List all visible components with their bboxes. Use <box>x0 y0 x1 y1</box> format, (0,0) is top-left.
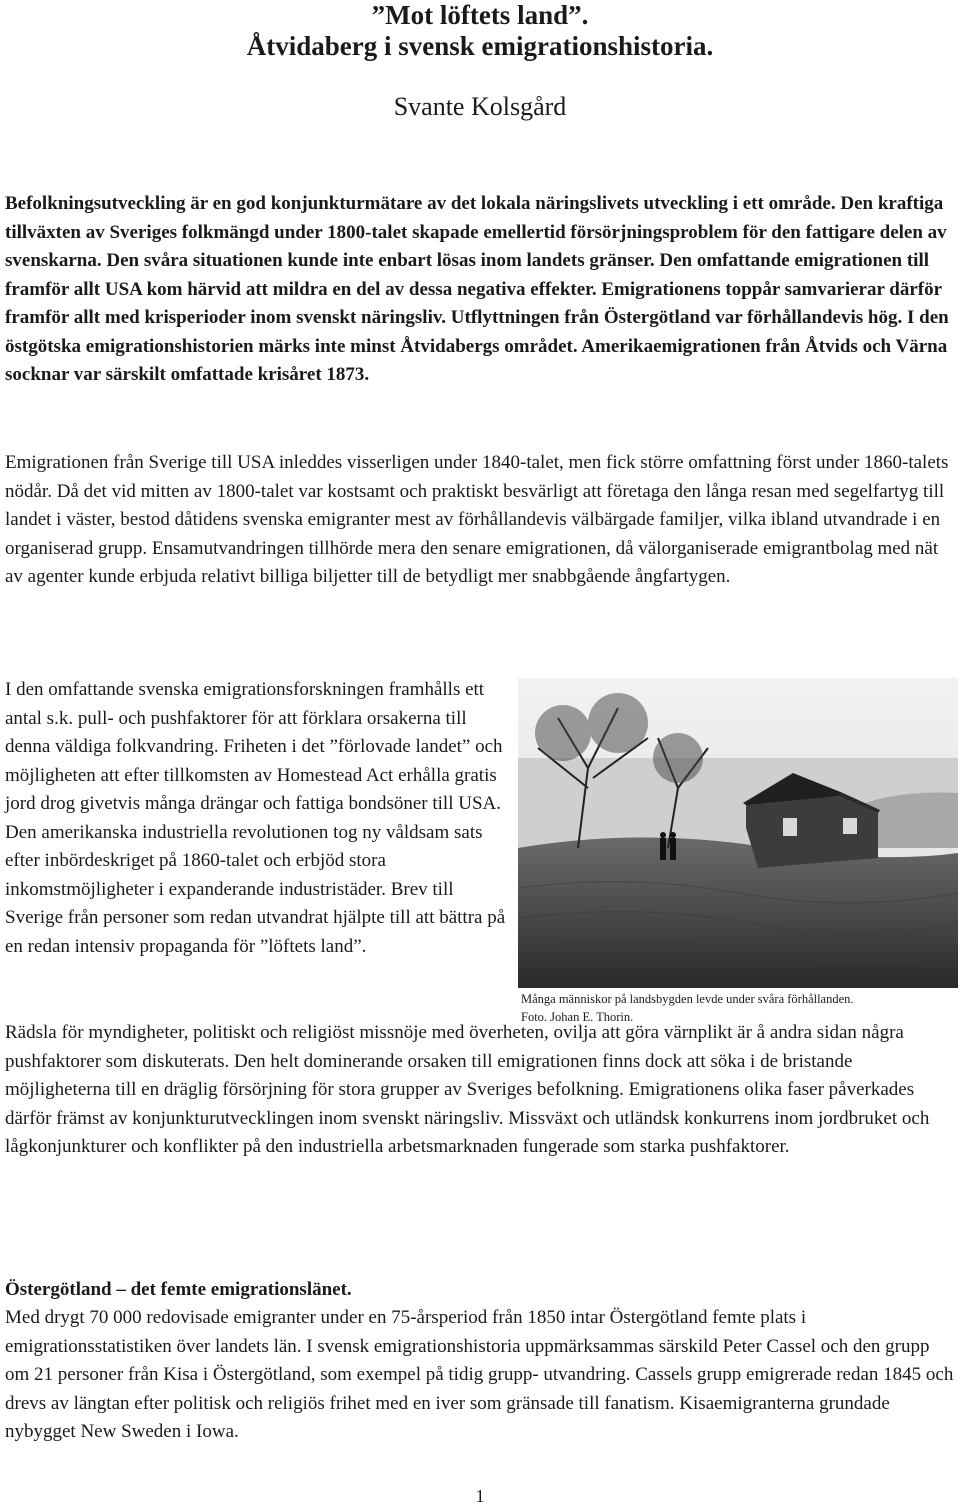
photo-credit: Foto. Johan E. Thorin. <box>521 1010 634 1024</box>
document-subtitle: Åtvidaberg i svensk emigrationshistoria. <box>246 31 714 61</box>
body-paragraph-3: I den omfattande svenska emigrationsforskningen framhålls ett antal s.k. pull- och pushfaktorer för att förklara orsakerna till denna väldiga folkvandring. Friheten i det ”förlovade landet” och möjligheten att efter tillkomsten av Homestead Act erhålla gratis jord drog givetvis många drängar och fattiga bondsöner till USA. Den amerikanska industriella revolutionen tog ny våldsam sats efter inbördeskriget på 1860-talet och erbjöd stora inkomstmöjligheter i expanderande industristäder. Brev till Sverige från personer som redan utvandrat hjälpte till att bättra på en redan intensiv propaganda för ”löftets land”. <box>5 679 506 957</box>
body-paragraph-4: Rädsla för myndigheter, politiskt och religiöst missnöje med överheten, ovilja att göra värnplikt är å andra sidan några pushfaktorer som diskuterats. Den helt dominerande orsaken till emigrationen finns dock att söka i de bristande möjligheterna till en dräglig försörjning för stora grupper av Sveriges befolkning. Emigrationens olika faser påverkades därför främst av konjunkturutvecklingen inom svenskt näringsliv. Missväxt och utländsk konkurrens inom jordbruket och lågkonjunkturer och konflikter på den industriella arbetsmarknaden fungerade som starka pushfaktorer. <box>5 1022 930 1157</box>
page-number: 1 <box>475 1486 485 1506</box>
cottage-photo-drawing <box>518 678 958 988</box>
body-paragraph-2: Emigrationen från Sverige till USA inleddes visserligen under 1840-talet, men fick större omfattning först under 1860-talets nödår. Då det vid mitten av 1800-talet var kostsamt och praktiskt besvärligt att företaga den långa resan med segelfartyg till landet i väster, bestod dåtidens svenska emigranter mest av förhållandevis välbärgade familjer, vilka ibland utvandrade i en organiserad grupp. Ensamutvandringen tillhörde mera den senare emigrationen, då välorganiserade emigrantbolag med nät av agenter kunde erbjuda relativt billiga biljetter till de betydligt mer snabbgående ångfartygen. <box>5 452 949 587</box>
author-name: Svante Kolsgård <box>393 92 567 121</box>
photo-caption-text: Många människor på landsbygden levde under svåra förhållanden. <box>521 992 854 1006</box>
body-paragraph-5: Med drygt 70 000 redovisade emigranter under en 75-årsperiod från 1850 intar Östergötland femte plats i emigrationsstatistiken över landets län. I svensk emigrationshistoria uppmärksammas särskild Peter Cassel och den grupp om 21 personer från Kisa i Östergötland, som exempel på tidig grupp- utvandring. Cassels grupp emigrerade redan 1845 och drevs av längtan efter politisk och religiös frihet med en iver som gränsade till fanatism. Kisaemigranterna grundade nybygget New Sweden i Iowa. <box>5 1307 954 1442</box>
section-heading: Östergötland – det femte emigrationslänet. <box>5 1279 352 1300</box>
document-title: ”Mot löftets land”. <box>371 0 589 30</box>
intro-paragraph: Befolkningsutveckling är en god konjunkturmätare av det lokala näringslivets utveckling i ett område. Den kraftiga tillväxten av Sveriges folkmängd under 1800-talet skapade emellertid försörjningsproblem för den fattigare delen av svenskarna. Den svåra situationen kunde inte enbart lösas inom landets gränser. Den omfattande emigrationen till framför allt USA kom härvid att mildra en del av dessa negativa effekter. Emigrationens toppår samvarierar därför framför allt med krisperioder inom svenskt näringsliv. Utflyttningen från Östergötland var förhållandevis hög. I den östgötska emigrationshistorien märks inte minst Åtvidabergs området. Amerikaemigrationen från Åtvids och Värna socknar var särskilt omfattade krisåret 1873. <box>5 193 949 385</box>
cottage-photo <box>518 678 958 988</box>
